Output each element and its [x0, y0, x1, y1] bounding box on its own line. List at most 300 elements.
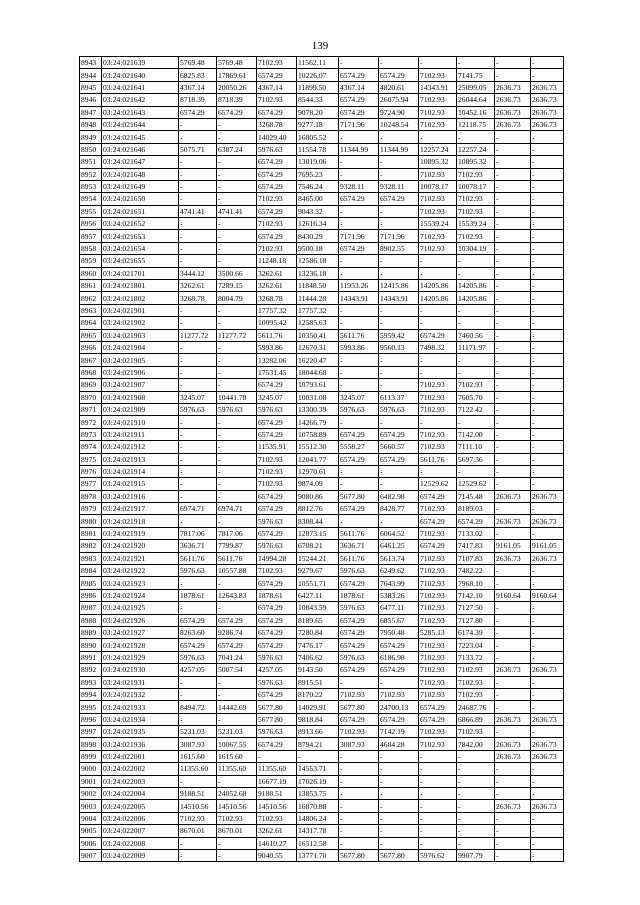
table-cell: 5611.76: [257, 329, 297, 341]
table-cell: -: [495, 602, 531, 614]
table-row: [80, 837, 564, 849]
table-cell: 9818.84: [297, 713, 339, 725]
table-cell: -: [379, 515, 419, 527]
table-cell: 12415.86: [379, 280, 419, 292]
table-cell: 6249.62: [379, 565, 419, 577]
table-cell: 8308.44: [297, 515, 339, 527]
table-cell: 9040.55: [257, 850, 297, 862]
table-cell: 8966: [80, 341, 102, 353]
table-cell: -: [457, 267, 495, 279]
table-row: [80, 626, 564, 638]
table-cell: 7102.93: [419, 503, 457, 515]
table-cell: -: [495, 763, 531, 775]
table-cell: 5007.54: [217, 664, 257, 676]
table-cell: -: [531, 329, 564, 341]
table-cell: 12585.63: [297, 317, 339, 329]
table-cell: 7102.93: [419, 379, 457, 391]
table-cell: 7102.93: [419, 242, 457, 254]
table-cell: 9560.13: [379, 341, 419, 353]
table-cell: 7950.48: [379, 626, 419, 638]
table-cell: 7695.23: [297, 168, 339, 180]
table-cell: -: [339, 800, 379, 812]
table-cell: 03:24:021650: [102, 193, 179, 205]
table-cell: 6387.24: [217, 143, 257, 155]
table-cell: 6574.29: [339, 453, 379, 465]
table-cell: -: [457, 354, 495, 366]
table-cell: 4257.05: [179, 664, 217, 676]
table-cell: -: [379, 156, 419, 168]
table-cell: 03:24:021905: [102, 354, 179, 366]
table-cell: 6574.29: [217, 106, 257, 118]
table-cell: 7102.93: [179, 812, 217, 824]
table-cell: -: [495, 242, 531, 254]
table-cell: -: [179, 366, 217, 378]
table-row: [80, 664, 564, 676]
table-cell: -: [339, 131, 379, 143]
table-cell: 13282.06: [257, 354, 297, 366]
table-cell: 4820.61: [379, 81, 419, 93]
table-cell: 5075.71: [179, 143, 217, 155]
table-cell: -: [217, 478, 257, 490]
table-row: [80, 515, 564, 527]
table-cell: 12586.18: [297, 255, 339, 267]
table-cell: -: [495, 193, 531, 205]
table-cell: 6574.29: [339, 503, 379, 515]
table-cell: -: [457, 788, 495, 800]
table-cell: -: [379, 366, 419, 378]
table-cell: -: [419, 416, 457, 428]
table-cell: -: [531, 763, 564, 775]
table-cell: 03:24:021909: [102, 403, 179, 415]
table-cell: 8004.79: [217, 292, 257, 304]
table-cell: 7417.83: [457, 540, 495, 552]
table-cell: 5677.80: [339, 701, 379, 713]
table-cell: 7102.93: [419, 577, 457, 589]
table-cell: -: [457, 465, 495, 477]
table-cell: 5976.63: [179, 651, 217, 663]
table-cell: -: [179, 168, 217, 180]
table-cell: 26075.94: [379, 94, 419, 106]
table-row: [80, 354, 564, 366]
table-cell: -: [495, 639, 531, 651]
table-cell: 7102.93: [257, 57, 297, 69]
table-cell: 03:24:021904: [102, 341, 179, 353]
table-cell: 14343.91: [379, 292, 419, 304]
table-row: [80, 552, 564, 564]
table-cell: 7102.93: [457, 168, 495, 180]
table-row: [80, 57, 564, 69]
table-cell: -: [495, 329, 531, 341]
table-cell: -: [495, 180, 531, 192]
table-cell: 6574.29: [339, 577, 379, 589]
table-cell: -: [217, 168, 257, 180]
table-cell: -: [339, 763, 379, 775]
table-cell: 8974: [80, 441, 102, 453]
table-row: [80, 168, 564, 180]
table-cell: 15244.21: [297, 552, 339, 564]
table-cell: 9007: [80, 850, 102, 862]
table-cell: 14510.56: [179, 800, 217, 812]
table-cell: -: [531, 416, 564, 428]
table-cell: 5611.76: [339, 552, 379, 564]
table-cell: -: [379, 267, 419, 279]
table-cell: 03:24:021934: [102, 713, 179, 725]
table-cell: -: [531, 193, 564, 205]
table-cell: 12529.62: [457, 478, 495, 490]
table-row: [80, 218, 564, 230]
table-cell: 6574.29: [257, 626, 297, 638]
table-cell: 03:24:021901: [102, 304, 179, 316]
table-cell: 5231.03: [179, 726, 217, 738]
table-cell: -: [531, 726, 564, 738]
table-cell: -: [217, 688, 257, 700]
table-cell: 10557.88: [217, 565, 257, 577]
table-cell: -: [495, 403, 531, 415]
table-row: [80, 800, 564, 812]
table-cell: 6574.29: [257, 688, 297, 700]
table-cell: 7102.93: [419, 428, 457, 440]
table-cell: -: [495, 57, 531, 69]
table-cell: -: [495, 230, 531, 242]
table-cell: 7102.93: [217, 812, 257, 824]
table-cell: 8982: [80, 540, 102, 552]
table-row: [80, 602, 564, 614]
table-cell: 6574.29: [339, 614, 379, 626]
table-cell: 7102.93: [419, 441, 457, 453]
table-cell: 17531.45: [257, 366, 297, 378]
table-cell: -: [531, 267, 564, 279]
table-cell: 14029.40: [257, 131, 297, 143]
table-body: [80, 57, 564, 862]
table-cell: -: [495, 292, 531, 304]
table-cell: 12041.77: [297, 453, 339, 465]
table-cell: -: [495, 850, 531, 862]
table-cell: -: [379, 812, 419, 824]
table-cell: 8971: [80, 403, 102, 415]
table-cell: 1615.60: [179, 750, 217, 762]
table-cell: 7102.93: [419, 168, 457, 180]
table-cell: 03:24:021907: [102, 379, 179, 391]
table-cell: 5611.76: [339, 527, 379, 539]
table-cell: 6574.29: [339, 193, 379, 205]
table-cell: 14610.27: [257, 837, 297, 849]
table-cell: 8952: [80, 168, 102, 180]
table-cell: 3245.07: [257, 391, 297, 403]
table-cell: -: [339, 478, 379, 490]
table-cell: -: [457, 131, 495, 143]
table-cell: 11953.26: [339, 280, 379, 292]
table-cell: -: [531, 255, 564, 267]
table-cell: 5697.36: [457, 453, 495, 465]
table-cell: 2636.73: [531, 713, 564, 725]
table-cell: 12257.24: [419, 143, 457, 155]
table-cell: 5613.74: [379, 552, 419, 564]
table-cell: 7141.75: [457, 69, 495, 81]
table-cell: -: [339, 255, 379, 267]
table-row: [80, 81, 564, 93]
table-cell: 14343.91: [339, 292, 379, 304]
table-cell: 7799.87: [217, 540, 257, 552]
table-cell: -: [179, 515, 217, 527]
table-cell: -: [457, 57, 495, 69]
table-cell: 9188.51: [179, 788, 217, 800]
table-cell: 7133.72: [457, 651, 495, 663]
table-cell: -: [379, 416, 419, 428]
table-cell: 6574.29: [257, 180, 297, 192]
table-cell: -: [379, 775, 419, 787]
table-cell: 7107.83: [457, 552, 495, 564]
table-cell: 17026.19: [297, 775, 339, 787]
table-cell: 7041.24: [217, 651, 257, 663]
table-cell: -: [495, 701, 531, 713]
table-cell: -: [217, 118, 257, 130]
table-row: [80, 403, 564, 415]
table-cell: 9328.11: [379, 180, 419, 192]
table-cell: 5660.57: [379, 441, 419, 453]
table-cell: -: [419, 317, 457, 329]
table-cell: 6574.29: [419, 701, 457, 713]
table-cell: -: [339, 57, 379, 69]
table-cell: -: [531, 341, 564, 353]
table-cell: 9080.86: [297, 490, 339, 502]
table-cell: 5976.63: [339, 403, 379, 415]
table-cell: -: [379, 825, 419, 837]
table-cell: -: [495, 614, 531, 626]
table-cell: -: [379, 218, 419, 230]
table-cell: -: [339, 205, 379, 217]
table-cell: 8989: [80, 626, 102, 638]
table-cell: -: [495, 825, 531, 837]
table-cell: 8976: [80, 465, 102, 477]
table-cell: 7460.56: [457, 329, 495, 341]
table-cell: 6574.29: [257, 416, 297, 428]
table-cell: 6974.71: [179, 503, 217, 515]
table-cell: -: [531, 180, 564, 192]
table-cell: -: [217, 490, 257, 502]
table-cell: 8996: [80, 713, 102, 725]
table-cell: 8997: [80, 726, 102, 738]
table-row: [80, 428, 564, 440]
table-cell: -: [339, 366, 379, 378]
table-cell: 8718.39: [217, 94, 257, 106]
table-cell: 5383.26: [379, 589, 419, 601]
table-cell: 8430.29: [297, 230, 339, 242]
table-cell: -: [217, 366, 257, 378]
table-cell: -: [339, 317, 379, 329]
table-cell: 13019.06: [297, 156, 339, 168]
table-cell: -: [531, 565, 564, 577]
table-cell: 6113.37: [379, 391, 419, 403]
table-cell: 9143.50: [297, 664, 339, 676]
table-cell: 24052.68: [217, 788, 257, 800]
table-cell: 16870.88: [297, 800, 339, 812]
table-cell: 03:24:021654: [102, 242, 179, 254]
table-cell: -: [217, 676, 257, 688]
table-cell: 03:24:022005: [102, 800, 179, 812]
table-cell: 2636.73: [531, 515, 564, 527]
table-cell: 8960: [80, 267, 102, 279]
table-cell: 6574.29: [379, 428, 419, 440]
table-cell: -: [531, 837, 564, 849]
table-cell: -: [217, 255, 257, 267]
table-cell: -: [339, 837, 379, 849]
table-cell: -: [457, 763, 495, 775]
table-cell: -: [495, 341, 531, 353]
table-cell: 4367.14: [257, 81, 297, 93]
table-cell: 4684.28: [379, 738, 419, 750]
table-cell: 2636.73: [531, 738, 564, 750]
table-cell: -: [379, 379, 419, 391]
table-cell: 1878.61: [257, 589, 297, 601]
table-cell: 3245.07: [339, 391, 379, 403]
table-cell: -: [531, 304, 564, 316]
table-cell: 7102.93: [257, 242, 297, 254]
table-cell: -: [217, 193, 257, 205]
table-cell: -: [531, 168, 564, 180]
table-cell: -: [457, 317, 495, 329]
table-cell: -: [495, 626, 531, 638]
table-cell: 6574.29: [257, 168, 297, 180]
table-cell: -: [217, 131, 257, 143]
table-cell: 03:24:021922: [102, 565, 179, 577]
table-cell: 03:24:021801: [102, 280, 179, 292]
table-cell: 7842.00: [457, 738, 495, 750]
table-cell: -: [495, 837, 531, 849]
table-cell: -: [495, 255, 531, 267]
table-cell: -: [495, 205, 531, 217]
table-cell: 7102.93: [419, 664, 457, 676]
table-cell: 03:24:021912: [102, 441, 179, 453]
table-cell: 03:24:021914: [102, 465, 179, 477]
table-cell: 8992: [80, 664, 102, 676]
table-cell: -: [179, 688, 217, 700]
table-cell: -: [419, 825, 457, 837]
table-cell: 03:24:021913: [102, 453, 179, 465]
table-cell: 6574.29: [419, 515, 457, 527]
table-cell: 6574.29: [339, 94, 379, 106]
table-cell: 6461.25: [379, 540, 419, 552]
table-row: [80, 304, 564, 316]
table-cell: 03:24:021652: [102, 218, 179, 230]
table-cell: -: [419, 812, 457, 824]
table-cell: 6574.29: [457, 515, 495, 527]
table-cell: 03:24:021918: [102, 515, 179, 527]
table-cell: -: [531, 379, 564, 391]
table-cell: 3262.61: [257, 280, 297, 292]
table-row: [80, 230, 564, 242]
table-cell: -: [495, 453, 531, 465]
table-row: [80, 565, 564, 577]
table-cell: 10793.61: [297, 379, 339, 391]
table-cell: -: [179, 602, 217, 614]
table-cell: 8170.22: [297, 688, 339, 700]
table-cell: 2636.73: [495, 664, 531, 676]
table-cell: -: [495, 577, 531, 589]
table-cell: -: [339, 354, 379, 366]
table-cell: 14266.79: [297, 416, 339, 428]
table-cell: 03:24:021923: [102, 577, 179, 589]
table-cell: 14994.28: [257, 552, 297, 564]
table-cell: 8969: [80, 379, 102, 391]
table-cell: 6574.29: [419, 329, 457, 341]
table-cell: 03:24:021701: [102, 267, 179, 279]
table-cell: 10095.42: [257, 317, 297, 329]
table-cell: -: [217, 577, 257, 589]
table-cell: 7102.93: [457, 676, 495, 688]
table-cell: -: [457, 304, 495, 316]
table-cell: 11562.11: [297, 57, 339, 69]
table-cell: 03:24:021639: [102, 57, 179, 69]
table-cell: 5976.63: [257, 143, 297, 155]
table-cell: -: [339, 465, 379, 477]
table-cell: -: [419, 800, 457, 812]
table-cell: 5976.63: [179, 565, 217, 577]
table-cell: -: [339, 788, 379, 800]
table-cell: 6574.29: [257, 614, 297, 626]
table-cell: -: [495, 391, 531, 403]
table-cell: -: [179, 131, 217, 143]
table-cell: -: [531, 527, 564, 539]
table-cell: 7102.93: [419, 94, 457, 106]
table-cell: -: [339, 379, 379, 391]
table-cell: -: [217, 602, 257, 614]
table-cell: 8718.39: [179, 94, 217, 106]
table-cell: 14510.56: [217, 800, 257, 812]
table-cell: 03:24:021655: [102, 255, 179, 267]
table-cell: 7968.10: [457, 577, 495, 589]
table-cell: 6574.29: [257, 106, 297, 118]
table-row: [80, 614, 564, 626]
table-cell: 03:24:021644: [102, 118, 179, 130]
table-cell: 7102.93: [257, 218, 297, 230]
table-cell: 6574.29: [257, 577, 297, 589]
table-cell: 10067.55: [217, 738, 257, 750]
table-cell: 2636.73: [531, 81, 564, 93]
table-cell: -: [419, 354, 457, 366]
table-row: [80, 118, 564, 130]
table-row: [80, 106, 564, 118]
table-cell: -: [531, 602, 564, 614]
table-cell: -: [457, 812, 495, 824]
table-cell: -: [179, 193, 217, 205]
table-cell: -: [379, 317, 419, 329]
table-cell: 11277.72: [179, 329, 217, 341]
table-cell: 03:24:021920: [102, 540, 179, 552]
table-cell: 7498.32: [419, 341, 457, 353]
table-cell: 8968: [80, 366, 102, 378]
table-cell: 6574.29: [179, 639, 217, 651]
table-cell: 9001: [80, 775, 102, 787]
table-cell: 6866.89: [457, 713, 495, 725]
table-cell: -: [531, 143, 564, 155]
table-cell: 3262.61: [257, 825, 297, 837]
table-cell: 14343.91: [419, 81, 457, 93]
table-cell: 4257.05: [257, 664, 297, 676]
table-cell: -: [531, 676, 564, 688]
table-cell: -: [419, 775, 457, 787]
table-cell: 8983: [80, 552, 102, 564]
table-cell: 9000: [80, 763, 102, 775]
table-cell: 8812.76: [297, 503, 339, 515]
table-cell: 6574.29: [257, 738, 297, 750]
table-cell: 7102.93: [419, 589, 457, 601]
table-cell: 03:24:021932: [102, 688, 179, 700]
table-cell: 11535.91: [257, 441, 297, 453]
table-row: [80, 391, 564, 403]
table-row: [80, 292, 564, 304]
table-cell: 6574.29: [379, 193, 419, 205]
table-cell: -: [217, 341, 257, 353]
